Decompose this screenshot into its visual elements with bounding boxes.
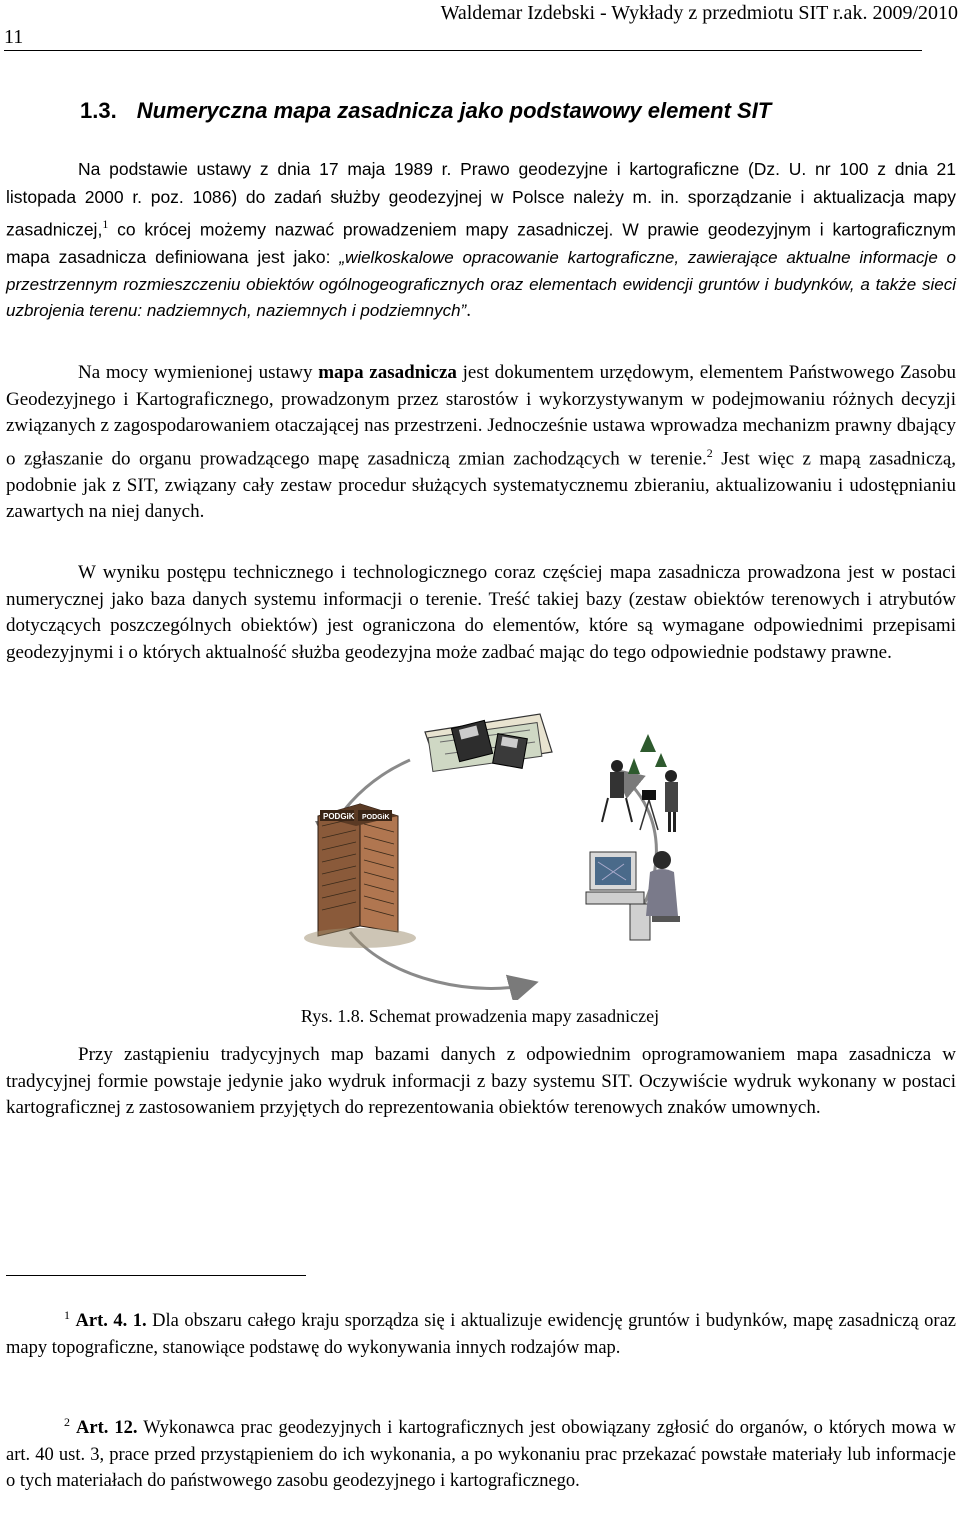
footnote-2-mark: 2 [64, 1415, 70, 1429]
paragraph-2 [6, 360, 956, 526]
computer-workstation-icon [586, 851, 680, 940]
p1-definition-quote: „wielkoskalowe opracowanie kartograficzne, zawierające aktualne informacje o przestrzennym rozmieszczeniu obiektów ogólnogeograficznych oraz elementach ewidencji gruntów i budynków, a także sieci uzbrojenia terenu: nadziemnych, naziemnych i podziemnych” [6, 248, 956, 321]
footnote-ref-1[interactable]: 1 [102, 217, 109, 232]
paragraph-3: W wyniku postępu technicznego i technologicznego coraz częściej mapa zasadnicza prowadzona jest w postaci numerycznej jako baza danych systemu informacji o terenie. Treść takiej bazy (zestaw obiektów terenowych i atrybutów dotyczących poszczególnych obiektów) jest ograniczona do elementów, które są wymagane odpowiednimi przepisami geodezyjnymi i o których aktualność służba geodezyjna może zadbać mając do tego odpowiednie podstawy prawne. [6, 562, 956, 663]
running-title: Waldemar Izdebski - Wykłady z przedmiotu SIT r.ak. 2009/2010 [440, 2, 958, 24]
p2-bold-term: mapa zasadnicza [318, 362, 457, 383]
p1-text-b: co krócej możemy nazwać prowadzeniem mapy zasadniczej. [108, 219, 614, 240]
footnote-2-text: Wykonawca prac geodezyjnych i kartograficznych jest obowiązany zgłosić do organów, o których mowa w art. 40 ust. 3, prace przed przystąpieniem do ich wykonania, a po wykonaniu prac przekazać powstałe materiały lub informacje o tych materiałach do państwowego zasobu geodezyjnego i kartograficznego. [6, 1418, 957, 1492]
field-survey-icon [602, 734, 678, 832]
paragraph-1 [6, 156, 956, 325]
page-number: 11 [4, 26, 24, 48]
floppy-disk-icon-2 [493, 734, 528, 769]
footnote-1-mark: 1 [64, 1308, 70, 1322]
footnote-2 [6, 1409, 956, 1495]
footnote-1-text: Dla obszaru całego kraju sporządza się i aktualizuje ewidencję gruntów i budynków, mapę zasadniczą oraz mapy topograficzne, stanowiące podstawę do wykonywania innych rodzajów map. [6, 1311, 957, 1358]
figure-caption: Rys. 1.8. Schemat prowadzenia mapy zasadniczej [300, 1006, 660, 1026]
footnote-1-article: Art. 4. 1. [75, 1311, 147, 1332]
floppy-disk-icon [451, 720, 492, 761]
footnote-1 [6, 1302, 956, 1361]
footnote-separator [6, 1275, 306, 1276]
section-title [80, 98, 771, 124]
p2-text-c: Jest więc z mapą zasadniczą, podobnie jak z SIT, związany cały zestaw procedur służących systematycznemu zbieraniu, aktualizowaniu i udostępnianiu zawartych na niej danych. [6, 448, 956, 523]
section-title-text: Numeryczna mapa zasadnicza jako podstawowy element SIT [136, 98, 772, 123]
figure-map-cycle [290, 712, 710, 1000]
p1-end: . [466, 300, 471, 322]
p1-text-a: Na podstawie ustawy z dnia 17 maja 1989 r. Prawo geodezyjne i kartograficzne (Dz. U. nr 100 z dnia 21 listopada 2000 r. poz. 1086) do zadań służby geodezyjnej w Polsce należy m. in. sporządzanie i aktualizacja mapy zasadniczej, [6, 159, 956, 240]
p2-text-a: Na mocy wymienionej ustawy [78, 362, 319, 383]
footnote-ref-2[interactable]: 2 [706, 445, 713, 460]
section-number: 1.3. [80, 98, 117, 123]
p1-text-c: W prawie geodezyjnym i kartograficznym mapa zasadnicza definiowana jest jako: [6, 219, 957, 268]
footnote-2-article: Art. 12. [76, 1418, 138, 1439]
p2-text-b: jest dokumentem urzędowym, elementem Państwowego Zasobu Geodezyjnego i Kartograficznego, prowadzonym przez starostów i wykorzystywanym w podejmowaniu różnych decyzji związanych z zagospodarowaniem otaczającej nas przestrzeni. Jednocześnie ustawa wprowadza mechanizm prawny dbający o zgłaszanie do organu prowadzącego mapę zasadniczą zmian zachodzących w terenie. [6, 362, 956, 470]
office-building-icon [304, 804, 416, 948]
building-sign-1: PODGiK [323, 812, 355, 821]
map-scroll-icon [425, 714, 552, 771]
paragraph-4: Przy zastąpieniu tradycyjnych map bazami danych z odpowiednim oprogramowaniem mapa zasadnicza w tradycyjnej formie powstaje jedynie jako wydruk informacji z bazy systemu SIT. Oczywiście wydruk wykonany w postaci kartograficznej z zastosowaniem przyjętych do reprezentowania obiektów terenowych znaków umownych. [6, 1044, 956, 1119]
building-sign-2: PODGiK [362, 814, 390, 821]
